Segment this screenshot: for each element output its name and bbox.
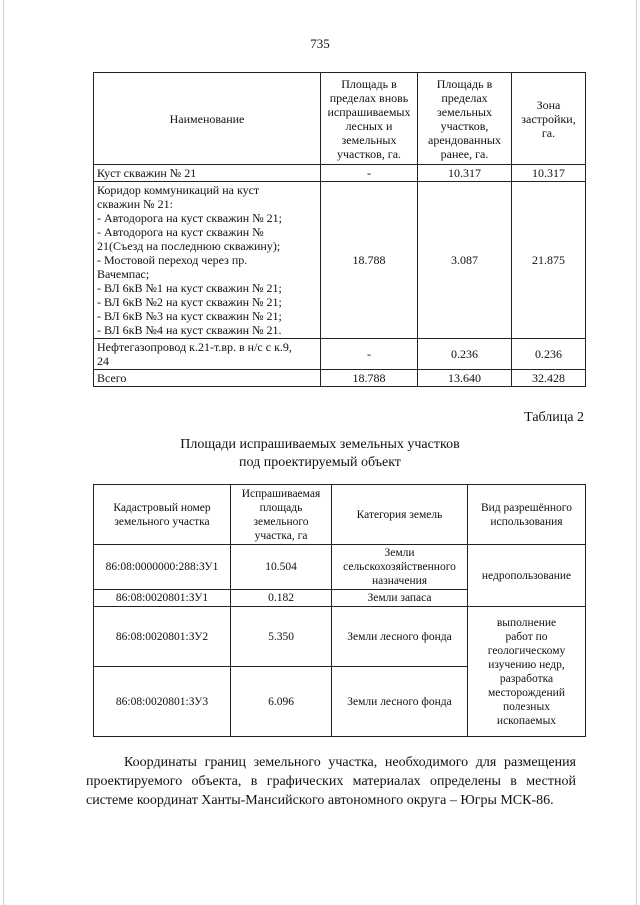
row-zone: 0.236 — [512, 339, 586, 370]
row-zone: 21.875 — [512, 182, 586, 339]
row-name-line: - ВЛ 6кВ №3 на куст скважин № 21; — [97, 309, 282, 323]
col-area-header: Испрашиваемая площадь земельного участка, га — [231, 485, 332, 545]
col-name-header: Наименование — [94, 73, 321, 165]
row-new-area: - — [321, 339, 418, 370]
table2-caption: Таблица 2 — [524, 410, 584, 425]
row-name: Куст скважин № 21 — [94, 165, 321, 182]
table2-title — [0, 436, 640, 472]
row-name-line: - Автодорога на куст скважин № — [97, 225, 264, 239]
table2-title-line: под проектируемый объект — [239, 455, 401, 470]
row-name — [94, 182, 321, 339]
row-name-line: - ВЛ 6кВ №1 на куст скважин № 21; — [97, 281, 282, 295]
row-new-area: 18.788 — [321, 182, 418, 339]
permitted-use: недропользование — [468, 545, 586, 607]
table-row — [94, 607, 586, 667]
permitted-use-line: разработка — [499, 672, 554, 685]
col-new-area-header: Площадь в пределах вновь испрашиваемых лесных и земельных участков, га. — [321, 73, 418, 165]
table2-title-line: Площади испрашиваемых земельных участков — [180, 437, 460, 452]
permitted-use-line: выполнение — [496, 616, 557, 629]
area-table-1 — [93, 72, 586, 387]
permitted-use-line: работ по — [505, 630, 548, 643]
permitted-use-line: геологическому — [487, 644, 566, 657]
permitted-use-line: ископаемых — [496, 714, 557, 727]
row-leased-area: 10.317 — [418, 165, 512, 182]
col-use-header: Вид разрешённого использования — [468, 485, 586, 545]
row-leased-area: 3.087 — [418, 182, 512, 339]
row-name-line: 24 — [97, 354, 109, 368]
coordinates-paragraph: Координаты границ земельного участка, необходимого для размещения проектируемого объекта, в графических материалах определены в местной системе координат Ханты-Мансийского автономного округа – Югры МСК-86. — [86, 755, 576, 808]
area-table-2 — [93, 484, 586, 737]
col-category-header: Категория земель — [332, 485, 468, 545]
row-name-line: 21(Съезд на последнюю скважину); — [97, 239, 281, 253]
row-name-line: скважин № 21: — [97, 197, 173, 211]
plot-area: 0.182 — [231, 590, 332, 607]
row-name-line: - ВЛ 6кВ №2 на куст скважин № 21; — [97, 295, 282, 309]
cadastral-number: 86:08:0020801:ЗУ2 — [94, 607, 231, 667]
row-name-line: Нефтегазопровод к.21-т.вр. в н/с с к.9, — [97, 340, 292, 354]
table1-header-row — [94, 73, 586, 165]
table-row — [94, 545, 586, 590]
row-leased-area: 0.236 — [418, 339, 512, 370]
row-new-area: - — [321, 165, 418, 182]
total-leased-area: 13.640 — [418, 370, 512, 387]
cadastral-number: 86:08:0000000:288:ЗУ1 — [94, 545, 231, 590]
permitted-use-line: месторождений — [488, 686, 565, 699]
total-label: Всего — [94, 370, 321, 387]
cadastral-number: 86:08:0020801:ЗУ3 — [94, 667, 231, 737]
total-new-area: 18.788 — [321, 370, 418, 387]
table-row — [94, 182, 586, 339]
page-number: 735 — [310, 36, 330, 51]
row-name — [94, 339, 321, 370]
cadastral-number: 86:08:0020801:ЗУ1 — [94, 590, 231, 607]
land-category: Земли лесного фонда — [332, 667, 468, 737]
table2-header-row — [94, 485, 586, 545]
row-name-line: - Мостовой переход через пр. — [97, 253, 248, 267]
row-zone: 10.317 — [512, 165, 586, 182]
plot-area: 6.096 — [231, 667, 332, 737]
row-name-line: - Автодорога на куст скважин № 21; — [97, 211, 283, 225]
row-name-line: Коридор коммуникаций на куст — [97, 183, 260, 197]
col-leased-area-header: Площадь в пределах земельных участков, арендованных ранее, га. — [418, 73, 512, 165]
plot-area: 5.350 — [231, 607, 332, 667]
land-category: Земли сельскохозяйственного назначения — [332, 545, 468, 590]
permitted-use-line: изучению недр, — [488, 658, 565, 671]
total-zone: 32.428 — [512, 370, 586, 387]
table-row — [94, 339, 586, 370]
row-name-line: Вачемпас; — [97, 267, 150, 281]
table-total-row — [94, 370, 586, 387]
land-category: Земли запаса — [332, 590, 468, 607]
col-zone-header: Зона застройки, га. — [512, 73, 586, 165]
land-category: Земли лесного фонда — [332, 607, 468, 667]
plot-area: 10.504 — [231, 545, 332, 590]
row-name-line: - ВЛ 6кВ №4 на куст скважин № 21. — [97, 323, 282, 337]
col-cadastral-header: Кадастровый номер земельного участка — [94, 485, 231, 545]
permitted-use-line: полезных — [503, 700, 550, 713]
table-row — [94, 165, 586, 182]
permitted-use — [468, 607, 586, 737]
